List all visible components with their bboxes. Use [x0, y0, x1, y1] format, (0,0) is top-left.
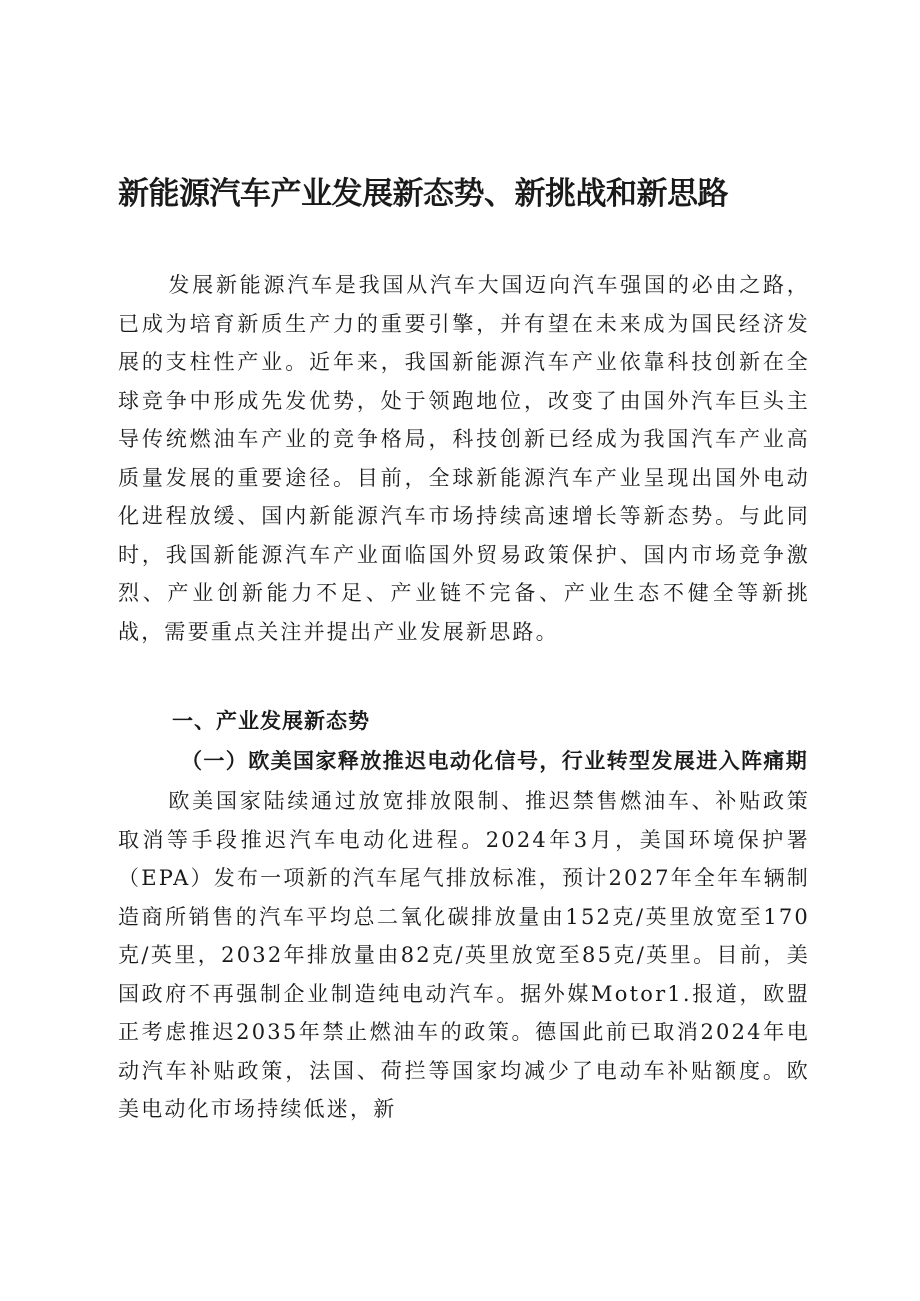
section-heading: 一、产业发展新态势: [172, 709, 370, 733]
subsection-heading: （一）欧美国家释放推迟电动化信号，行业转型发展进入阵痛期: [181, 748, 809, 773]
document-title: 新能源汽车产业发展新态势、新挑战和新思路: [118, 176, 728, 212]
section-paragraph: 欧美国家陆续通过放宽排放限制、推迟禁售燃油车、补贴政策取消等手段推迟汽车电动化进程。2024年3月，美国环境保护署（EPA）发布一项新的汽车尾气排放标准，预计2027年全年车辆制造商所销售的汽车平均总二氧化碳排放量由152克/英里放宽至170克/英里，2032年排放量由82克/英里放宽至85克/英里。目前，美国政府不再强制企业制造纯电动汽车。据外媒Motor1.报道，欧盟正考虑推迟2035年禁止燃油车的政策。德国此前已取消2024年电动汽车补贴政策，法国、荷拦等国家均减少了电动车补贴额度。欧美电动化市场持续低迷，新: [118, 789, 810, 1121]
intro-paragraph: 发展新能源汽车是我国从汽车大国迈向汽车强国的必由之路，已成为培育新质生产力的重要引擎，并有望在未来成为国民经济发展的支柱性产业。近年来，我国新能源汽车产业依靠科技创新在全球竞争中形成先发优势，处于领跑地位，改变了由国外汽车巨头主导传统燃油车产业的竞争格局，科技创新已经成为我国汽车产业高质量发展的重要途径。目前，全球新能源汽车产业呈现出国外电动化进程放缓、国内新能源汽车市场持续高速增长等新态势。与此同时，我国新能源汽车产业面临国外贸易政策保护、国内市场竞争激烈、产业创新能力不足、产业链不完备、产业生态不健全等新挑战，需要重点关注并提出产业发展新思路。: [118, 273, 810, 644]
